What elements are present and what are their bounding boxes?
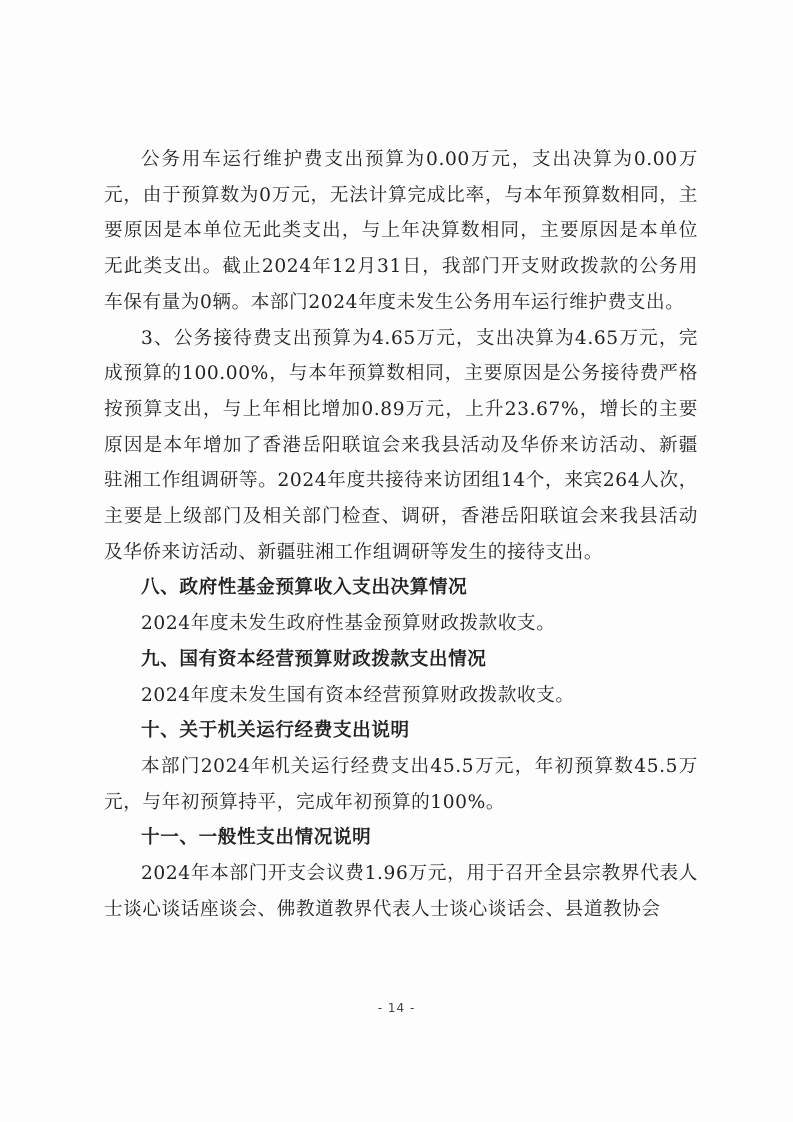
heading-state-capital: 九、国有资本经营预算财政拨款支出情况 bbox=[141, 648, 487, 670]
paragraph-government-fund: 2024年度未发生政府性基金预算财政拨款收支。 bbox=[141, 613, 556, 635]
paragraph-state-capital: 2024年度未发生国有资本经营预算财政拨款收支。 bbox=[141, 684, 575, 706]
page-number: - 14 - bbox=[377, 1001, 416, 1015]
paragraph-operating-expense: 本部门2024年机关运行经费支出45.5万元，年初预算数45.5万元，与年初预算持平，完成年初预算的100%。 bbox=[104, 755, 698, 813]
paragraph-reception-expense: 3、公务接待费支出预算为4.65万元，支出决算为4.65万元，完成预算的100.00%，与本年预算数相同，主要原因是公务接待费严格按预算支出，与上年相比增加0.89万元，上升23.67%，增长的主要原因是本年增加了香港岳阳联谊会来我县活动及华侨来访活动、新疆驻湘工作组调研等。2024年度共接待来访团组14个，来宾264人次，主要是上级部门及相关部门检查、调研，香港岳阳联谊会来我县活动及华侨来访活动、新疆驻湘工作组调研等发生的接待支出。 bbox=[104, 327, 698, 563]
heading-government-fund: 八、政府性基金预算收入支出决算情况 bbox=[141, 577, 468, 599]
document-body bbox=[104, 142, 698, 927]
paragraph-general-expense: 2024年本部门开支会议费1.96万元，用于召开全县宗教界代表人士谈心谈话座谈会、佛教道教界代表人士谈心谈话会、县道教协会 bbox=[104, 863, 698, 920]
heading-operating-expense: 十、关于机关运行经费支出说明 bbox=[141, 720, 410, 742]
paragraph-vehicle-maintenance: 公务用车运行维护费支出预算为0.00万元，支出决算为0.00万元，由于预算数为0万元，无法计算完成比率，与本年预算数相同，主要原因是本单位无此类支出，与上年决算数相同，主要原因是本单位无此类支出。截止2024年12月31日，我部门开支财政拨款的公务用车保有量为0辆。本部门2024年度未发生公务用车运行维护费支出。 bbox=[104, 149, 698, 313]
heading-general-expense: 十一、一般性支出情况说明 bbox=[141, 827, 372, 849]
